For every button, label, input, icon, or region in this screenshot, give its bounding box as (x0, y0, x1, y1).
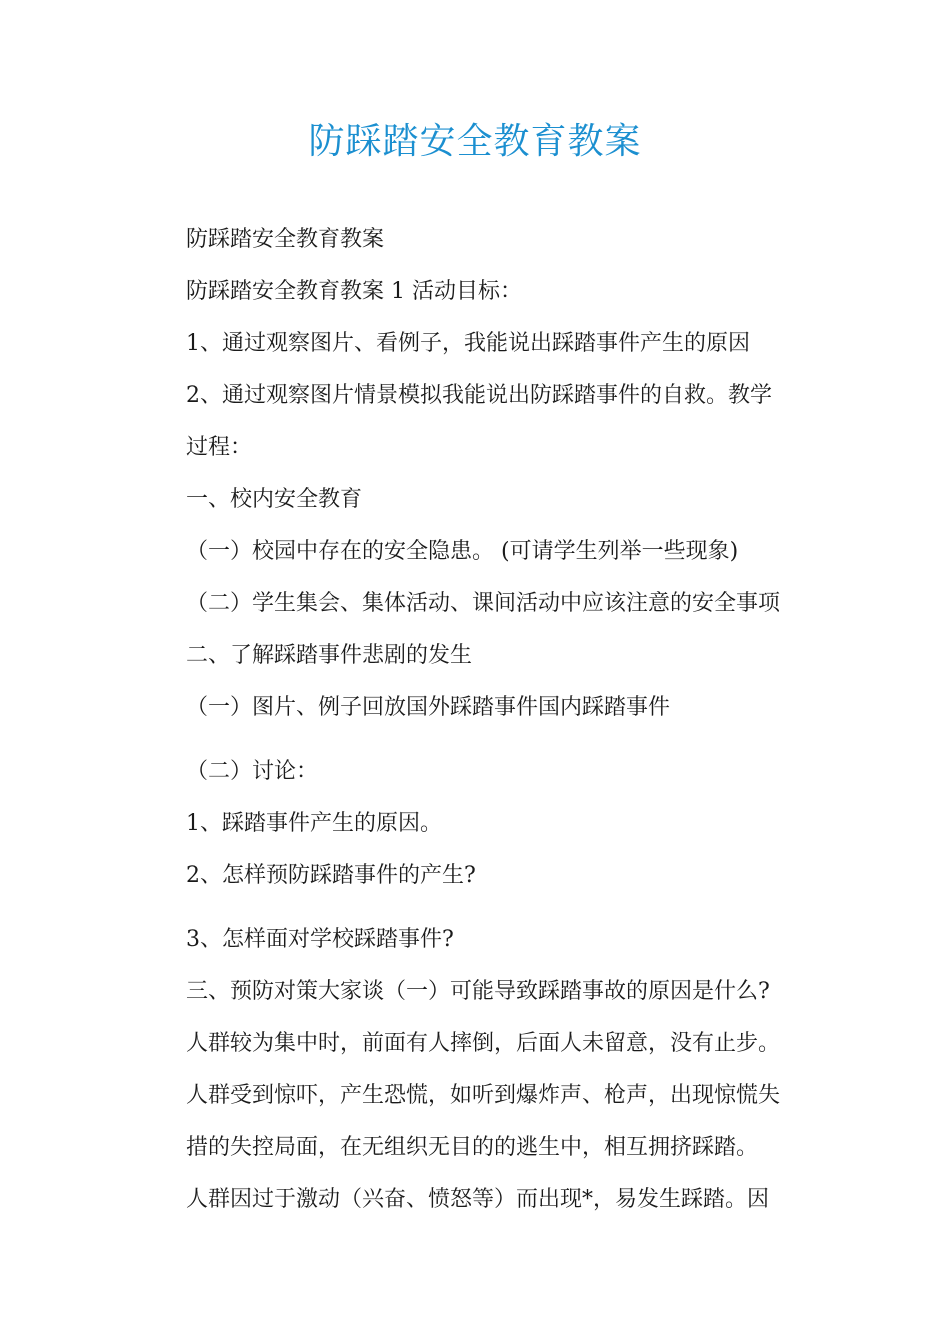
paragraph-line: 防踩踏安全教育教案 1 活动目标： (186, 279, 522, 304)
paragraph-line: 二、了解踩踏事件悲剧的发生 (186, 643, 473, 668)
spacer (186, 902, 826, 914)
paragraph-line: （一）校园中存在的安全隐患。 (可请学生列举一些现象) (186, 539, 739, 564)
paragraph-line: 措的失控局面，在无组织无目的的逃生中，相互拥挤踩踏。 (186, 1135, 759, 1160)
document-body (186, 214, 826, 1226)
paragraph-line: （二）学生集会、集体活动、课间活动中应该注意的安全事项 (186, 591, 781, 616)
paragraph-line: （一）图片、例子回放国外踩踏事件国内踩踏事件 (186, 695, 671, 720)
spacer (186, 734, 826, 746)
paragraph-line: 人群因过于激动（兴奋、愤怒等）而出现*，易发生踩踏。因 (186, 1187, 770, 1212)
paragraph-line: 2、怎样预防踩踏事件的产生? (186, 863, 476, 888)
paragraph-line: 人群受到惊吓，产生恐慌，如听到爆炸声、枪声，出现惊慌失 (186, 1083, 781, 1108)
paragraph-line: 一、校内安全教育 (186, 487, 363, 512)
paragraph-line: 过程： (186, 435, 253, 460)
document-title: 防踩踏安全教育教案 (308, 121, 642, 162)
paragraph-line: （二）讨论： (186, 759, 319, 784)
paragraph-line: 3、怎样面对学校踩踏事件? (186, 927, 454, 952)
paragraph-line: 1、通过观察图片、看例子，我能说出踩踏事件产生的原因 (186, 331, 750, 356)
paragraph-line: 防踩踏安全教育教案 (186, 227, 385, 252)
paragraph-line: 1、踩踏事件产生的原因。 (186, 811, 442, 836)
paragraph-line: 人群较为集中时，前面有人摔倒，后面人未留意，没有止步。 (186, 1031, 781, 1056)
paragraph-line: 三、预防对策大家谈（一）可能导致踩踏事故的原因是什么? (186, 979, 770, 1004)
paragraph-line: 2、通过观察图片情景模拟我能说出防踩踏事件的自救。教学 (186, 383, 772, 408)
